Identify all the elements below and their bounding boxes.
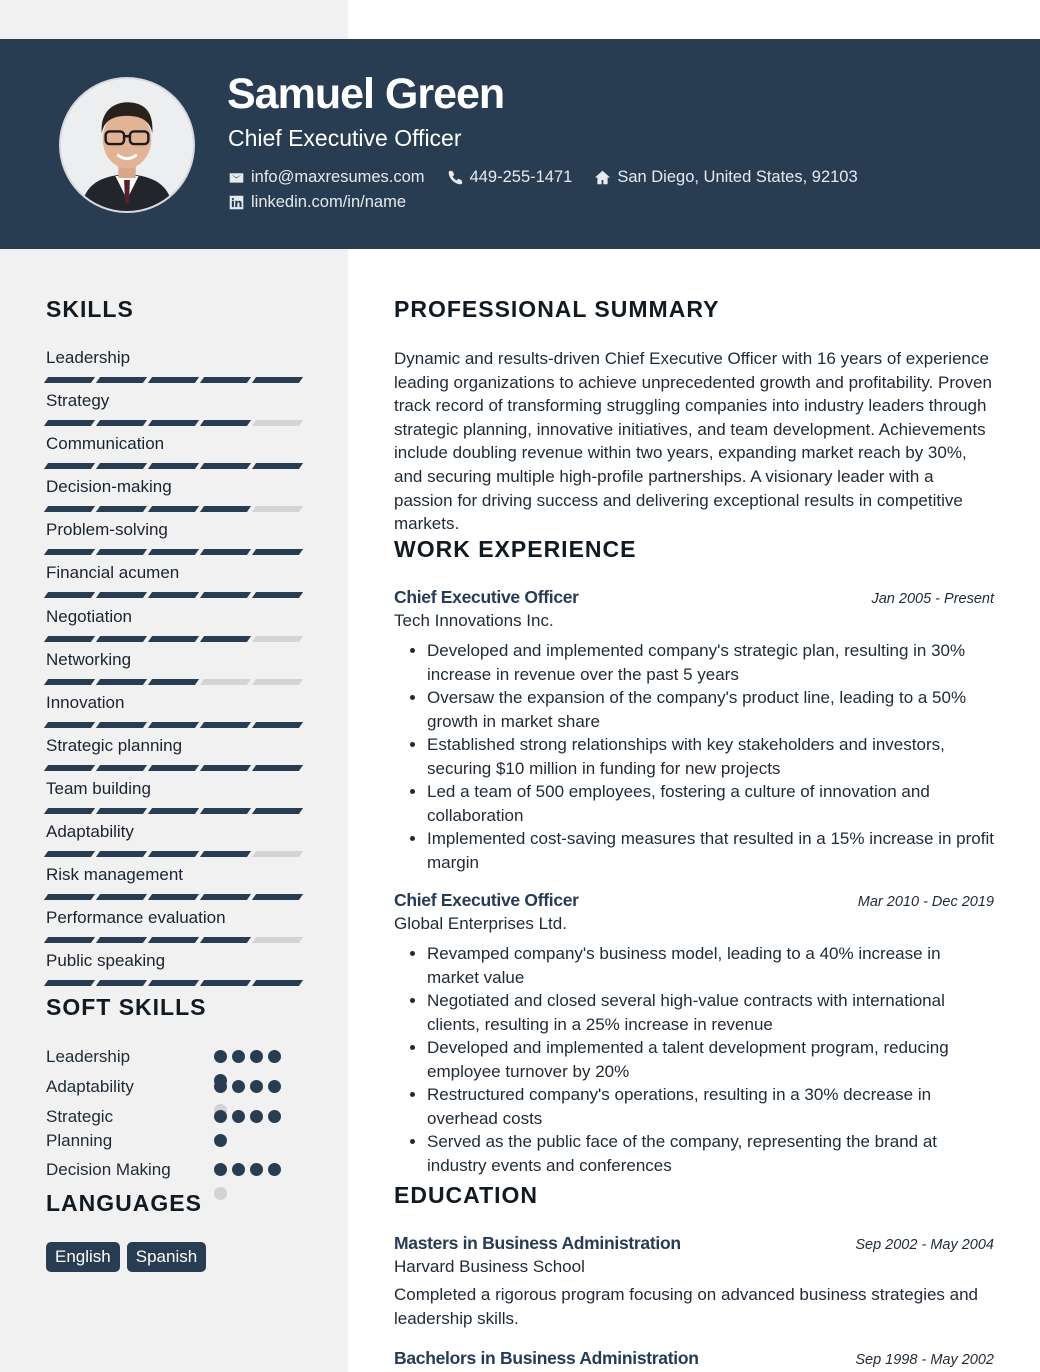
language-badge: Spanish	[127, 1242, 206, 1272]
skill-level-segment	[252, 549, 303, 555]
skill-label: Performance evaluation	[46, 908, 226, 928]
skill-item	[46, 949, 302, 992]
linkedin-icon	[228, 194, 245, 211]
skill-level-segment	[96, 765, 147, 771]
skill-level-segment	[44, 722, 95, 728]
skill-item	[46, 734, 302, 777]
skill-label: Risk management	[46, 865, 184, 885]
skill-level-segment	[148, 506, 199, 512]
skill-level-bar	[46, 377, 302, 383]
skill-level-segment	[44, 937, 95, 943]
skill-level-segment	[252, 894, 303, 900]
skill-level-segment	[148, 636, 199, 642]
skill-level-segment	[252, 592, 303, 598]
job-bullet: • Developed and implemented a talent development program, reducing employee turnover by 20%	[427, 1036, 994, 1083]
skill-level-segment	[148, 894, 199, 900]
skill-level-segment	[148, 592, 199, 598]
skill-level-segment	[44, 679, 95, 685]
skill-level-segment	[148, 722, 199, 728]
education-heading: EDUCATION	[394, 1182, 539, 1208]
soft-skill-item	[46, 1075, 302, 1105]
soft-skill-label: Strategic Planning	[46, 1107, 114, 1150]
skill-label: Leadership	[46, 348, 131, 367]
job-bullet: • Led a team of 500 employees, fostering a culture of innovation and collaboration	[427, 780, 994, 827]
profile-photo-icon	[61, 79, 193, 211]
skill-item	[46, 648, 302, 691]
soft-skill-item	[46, 1045, 302, 1075]
skill-level-segment	[44, 506, 95, 512]
skill-item	[46, 475, 302, 518]
skill-level-segment	[252, 679, 303, 685]
skill-level-segment	[252, 463, 303, 469]
contact-row-2	[228, 193, 428, 212]
skill-level-segment	[200, 636, 251, 642]
skill-level-segment	[44, 549, 95, 555]
rating-dot	[214, 1050, 227, 1063]
skill-level-segment	[96, 636, 147, 642]
skill-item	[46, 432, 302, 475]
soft-skills-list	[46, 1045, 302, 1188]
job-role: Chief Executive Officer	[394, 890, 579, 910]
skill-label: Negotiation	[46, 606, 133, 626]
skill-level-segment	[200, 679, 251, 685]
rating-dots	[214, 1163, 281, 1176]
rating-dot	[268, 1080, 281, 1093]
rating-dot	[232, 1050, 245, 1063]
soft-skill-item	[46, 1158, 302, 1188]
skill-level-segment	[96, 937, 147, 943]
skill-level-segment	[96, 980, 147, 986]
skill-level-bar	[46, 851, 302, 857]
skill-level-segment	[200, 765, 251, 771]
candidate-name: Samuel Green	[227, 70, 505, 118]
job-role: Chief Executive Officer	[394, 587, 579, 607]
languages-heading: LANGUAGES	[46, 1190, 202, 1216]
skills-list	[46, 346, 302, 992]
phone-icon	[447, 169, 464, 186]
skill-level-segment	[148, 679, 199, 685]
soft-skills-heading: SOFT SKILLS	[46, 994, 207, 1020]
skill-level-segment	[148, 377, 199, 383]
job-bullet: • Negotiated and closed several high-value contracts with international clients, resulting in a 25% increase in revenue	[427, 989, 994, 1036]
rating-dots	[214, 1080, 281, 1093]
phone-text: 449-255-1471	[469, 168, 573, 186]
rating-dot	[268, 1050, 281, 1063]
skill-level-segment	[148, 851, 199, 857]
skill-level-segment	[252, 808, 303, 814]
skill-level-bar	[46, 808, 302, 814]
skill-level-segment	[252, 636, 303, 642]
skill-level-segment	[148, 549, 199, 555]
job-bullet: • Oversaw the expansion of the company's product line, leading to a 50% growth in market share	[427, 686, 994, 733]
skill-level-bar	[46, 636, 302, 642]
skill-level-segment	[200, 377, 251, 383]
skill-level-segment	[96, 377, 147, 383]
soft-skill-item	[46, 1105, 302, 1158]
skill-label: Financial acumen	[46, 563, 180, 583]
skill-level-segment	[44, 808, 95, 814]
skill-level-segment	[44, 420, 95, 426]
skill-label: Networking	[46, 649, 132, 669]
skill-level-segment	[148, 420, 199, 426]
rating-dot	[214, 1110, 227, 1123]
skill-level-segment	[148, 765, 199, 771]
skill-label: Public speaking	[46, 951, 166, 971]
location-item	[594, 168, 857, 187]
skill-level-bar	[46, 894, 302, 900]
avatar	[59, 77, 195, 213]
rating-dot	[268, 1163, 281, 1176]
job-bullet: • Served as the public face of the company, representing the brand at industry events and conferences	[427, 1130, 994, 1177]
skill-label: Decision-making	[46, 477, 172, 497]
skill-item	[46, 777, 302, 820]
skill-label: Communication	[46, 434, 165, 454]
soft-skill-label: Adaptability	[46, 1077, 134, 1096]
skill-level-bar	[46, 765, 302, 771]
skill-level-segment	[148, 808, 199, 814]
rating-dot	[250, 1080, 263, 1093]
skill-label: Adaptability	[46, 822, 134, 842]
skill-level-segment	[200, 808, 251, 814]
skill-level-bar	[46, 549, 302, 555]
education-dates: Sep 2002 - May 2004	[855, 1237, 994, 1253]
email-text: info@maxresumes.com	[251, 168, 425, 186]
skill-level-bar	[46, 722, 302, 728]
rating-dot	[250, 1110, 263, 1123]
soft-skill-label: Leadership	[46, 1047, 131, 1066]
job-dates: Jan 2005 - Present	[871, 591, 994, 607]
linkedin-text: linkedin.com/in/name	[251, 193, 406, 211]
language-badge: English	[46, 1242, 120, 1272]
rating-dot	[232, 1080, 245, 1093]
skill-item	[46, 906, 302, 949]
candidate-title: Chief Executive Officer	[228, 125, 462, 151]
skill-level-segment	[200, 894, 251, 900]
skill-level-segment	[44, 894, 95, 900]
skill-level-segment	[200, 851, 251, 857]
skills-heading: SKILLS	[46, 296, 134, 322]
school: Harvard Business School	[394, 1257, 585, 1276]
skill-level-segment	[44, 636, 95, 642]
skill-level-segment	[200, 980, 251, 986]
job-entry	[394, 890, 994, 1177]
resume-header	[0, 39, 1040, 249]
skill-level-segment	[252, 420, 303, 426]
rating-dot	[214, 1134, 227, 1147]
skill-item	[46, 561, 302, 604]
education-entry	[394, 1348, 994, 1369]
skill-level-segment	[96, 679, 147, 685]
linkedin-item[interactable]	[228, 193, 406, 212]
degree: Bachelors in Business Administration	[394, 1348, 699, 1368]
job-company: Tech Innovations Inc.	[394, 611, 554, 630]
experience-heading: WORK EXPERIENCE	[394, 536, 637, 562]
skill-item	[46, 605, 302, 648]
summary-text: Dynamic and results-driven Chief Executive Officer with 16 years of experience leading organizations to achieve unprecedented growth and profitability. Proven track record of transforming struggling companies into industry leaders through strategic planning, innovative initiatives, and team development. Achievements include doubling revenue within two years, expanding market reach by 30%, and securing multiple high-profile partnerships. A visionary leader with a passion for driving success and delivering exceptional results in competitive markets.	[394, 349, 992, 534]
skill-level-bar	[46, 506, 302, 512]
skill-level-segment	[44, 377, 95, 383]
skill-level-segment	[44, 463, 95, 469]
job-bullets	[394, 639, 994, 874]
skill-level-bar	[46, 980, 302, 986]
skill-level-segment	[200, 463, 251, 469]
summary-heading: PROFESSIONAL SUMMARY	[394, 296, 720, 322]
skill-level-segment	[252, 506, 303, 512]
job-bullets	[394, 942, 994, 1177]
skill-item	[46, 346, 302, 389]
location-text: San Diego, United States, 92103	[617, 168, 858, 186]
job-bullet: • Developed and implemented company's strategic plan, resulting in 30% increase in revenue over the past 5 years	[427, 639, 994, 686]
skill-level-segment	[96, 463, 147, 469]
skill-level-segment	[148, 937, 199, 943]
skill-label: Strategic planning	[46, 735, 183, 755]
education-entry	[394, 1233, 994, 1330]
job-entry	[394, 587, 994, 874]
skill-level-bar	[46, 937, 302, 943]
contact-row	[228, 168, 880, 187]
rating-dot	[268, 1110, 281, 1123]
skill-level-segment	[96, 894, 147, 900]
education-description: Completed a rigorous program focusing on advanced business strategies and leadership skills.	[394, 1285, 979, 1328]
languages-list	[46, 1242, 206, 1272]
skill-level-segment	[200, 592, 251, 598]
skill-level-bar	[46, 420, 302, 426]
skill-level-segment	[96, 506, 147, 512]
rating-dot	[214, 1187, 227, 1200]
skill-level-segment	[96, 549, 147, 555]
skill-level-bar	[46, 679, 302, 685]
job-bullet: • Established strong relationships with key stakeholders and investors, securing $10 million in funding for new projects	[427, 733, 994, 780]
skill-item	[46, 691, 302, 734]
phone-item[interactable]	[447, 168, 573, 187]
rating-dot	[214, 1080, 227, 1093]
rating-dot	[214, 1163, 227, 1176]
envelope-icon	[228, 169, 245, 186]
education-dates: Sep 1998 - May 2002	[855, 1352, 994, 1368]
soft-skill-label: Decision Making	[46, 1160, 171, 1179]
skill-level-segment	[200, 937, 251, 943]
skill-level-segment	[200, 549, 251, 555]
skill-level-segment	[252, 851, 303, 857]
skill-label: Strategy	[46, 391, 110, 411]
rating-dot	[250, 1163, 263, 1176]
rating-dot	[232, 1163, 245, 1176]
rating-dot	[232, 1110, 245, 1123]
job-company: Global Enterprises Ltd.	[394, 914, 567, 933]
job-bullet: • Restructured company's operations, resulting in a 30% decrease in overhead costs	[427, 1083, 994, 1130]
job-dates: Mar 2010 - Dec 2019	[857, 894, 994, 910]
skill-label: Problem-solving	[46, 520, 168, 540]
skill-level-segment	[252, 722, 303, 728]
skill-label: Innovation	[46, 692, 125, 712]
skill-level-segment	[200, 722, 251, 728]
skill-item	[46, 820, 302, 863]
skill-level-segment	[252, 980, 303, 986]
skill-level-bar	[46, 463, 302, 469]
skill-level-segment	[200, 420, 251, 426]
home-icon	[594, 169, 611, 186]
email-item[interactable]	[228, 168, 425, 187]
job-bullet: • Implemented cost-saving measures that resulted in a 15% increase in profit margin	[427, 827, 994, 874]
skill-level-segment	[96, 592, 147, 598]
job-bullet: • Revamped company's business model, leading to a 40% increase in market value	[427, 942, 994, 989]
skill-item	[46, 863, 302, 906]
rating-dots	[214, 1110, 281, 1123]
skill-level-segment	[96, 420, 147, 426]
skill-level-segment	[252, 937, 303, 943]
skill-level-segment	[148, 463, 199, 469]
skill-item	[46, 518, 302, 561]
skill-level-segment	[252, 377, 303, 383]
skill-item	[46, 389, 302, 432]
skill-level-segment	[200, 506, 251, 512]
degree: Masters in Business Administration	[394, 1233, 681, 1253]
skill-level-segment	[44, 592, 95, 598]
skill-level-segment	[44, 851, 95, 857]
skill-level-segment	[96, 851, 147, 857]
skill-label: Team building	[46, 778, 151, 798]
skill-level-segment	[148, 980, 199, 986]
skill-level-segment	[44, 980, 95, 986]
skill-level-segment	[44, 765, 95, 771]
rating-dot	[250, 1050, 263, 1063]
rating-dots	[214, 1050, 281, 1063]
skill-level-segment	[252, 765, 303, 771]
skill-level-bar	[46, 592, 302, 598]
skill-level-segment	[96, 722, 147, 728]
skill-level-segment	[96, 808, 147, 814]
